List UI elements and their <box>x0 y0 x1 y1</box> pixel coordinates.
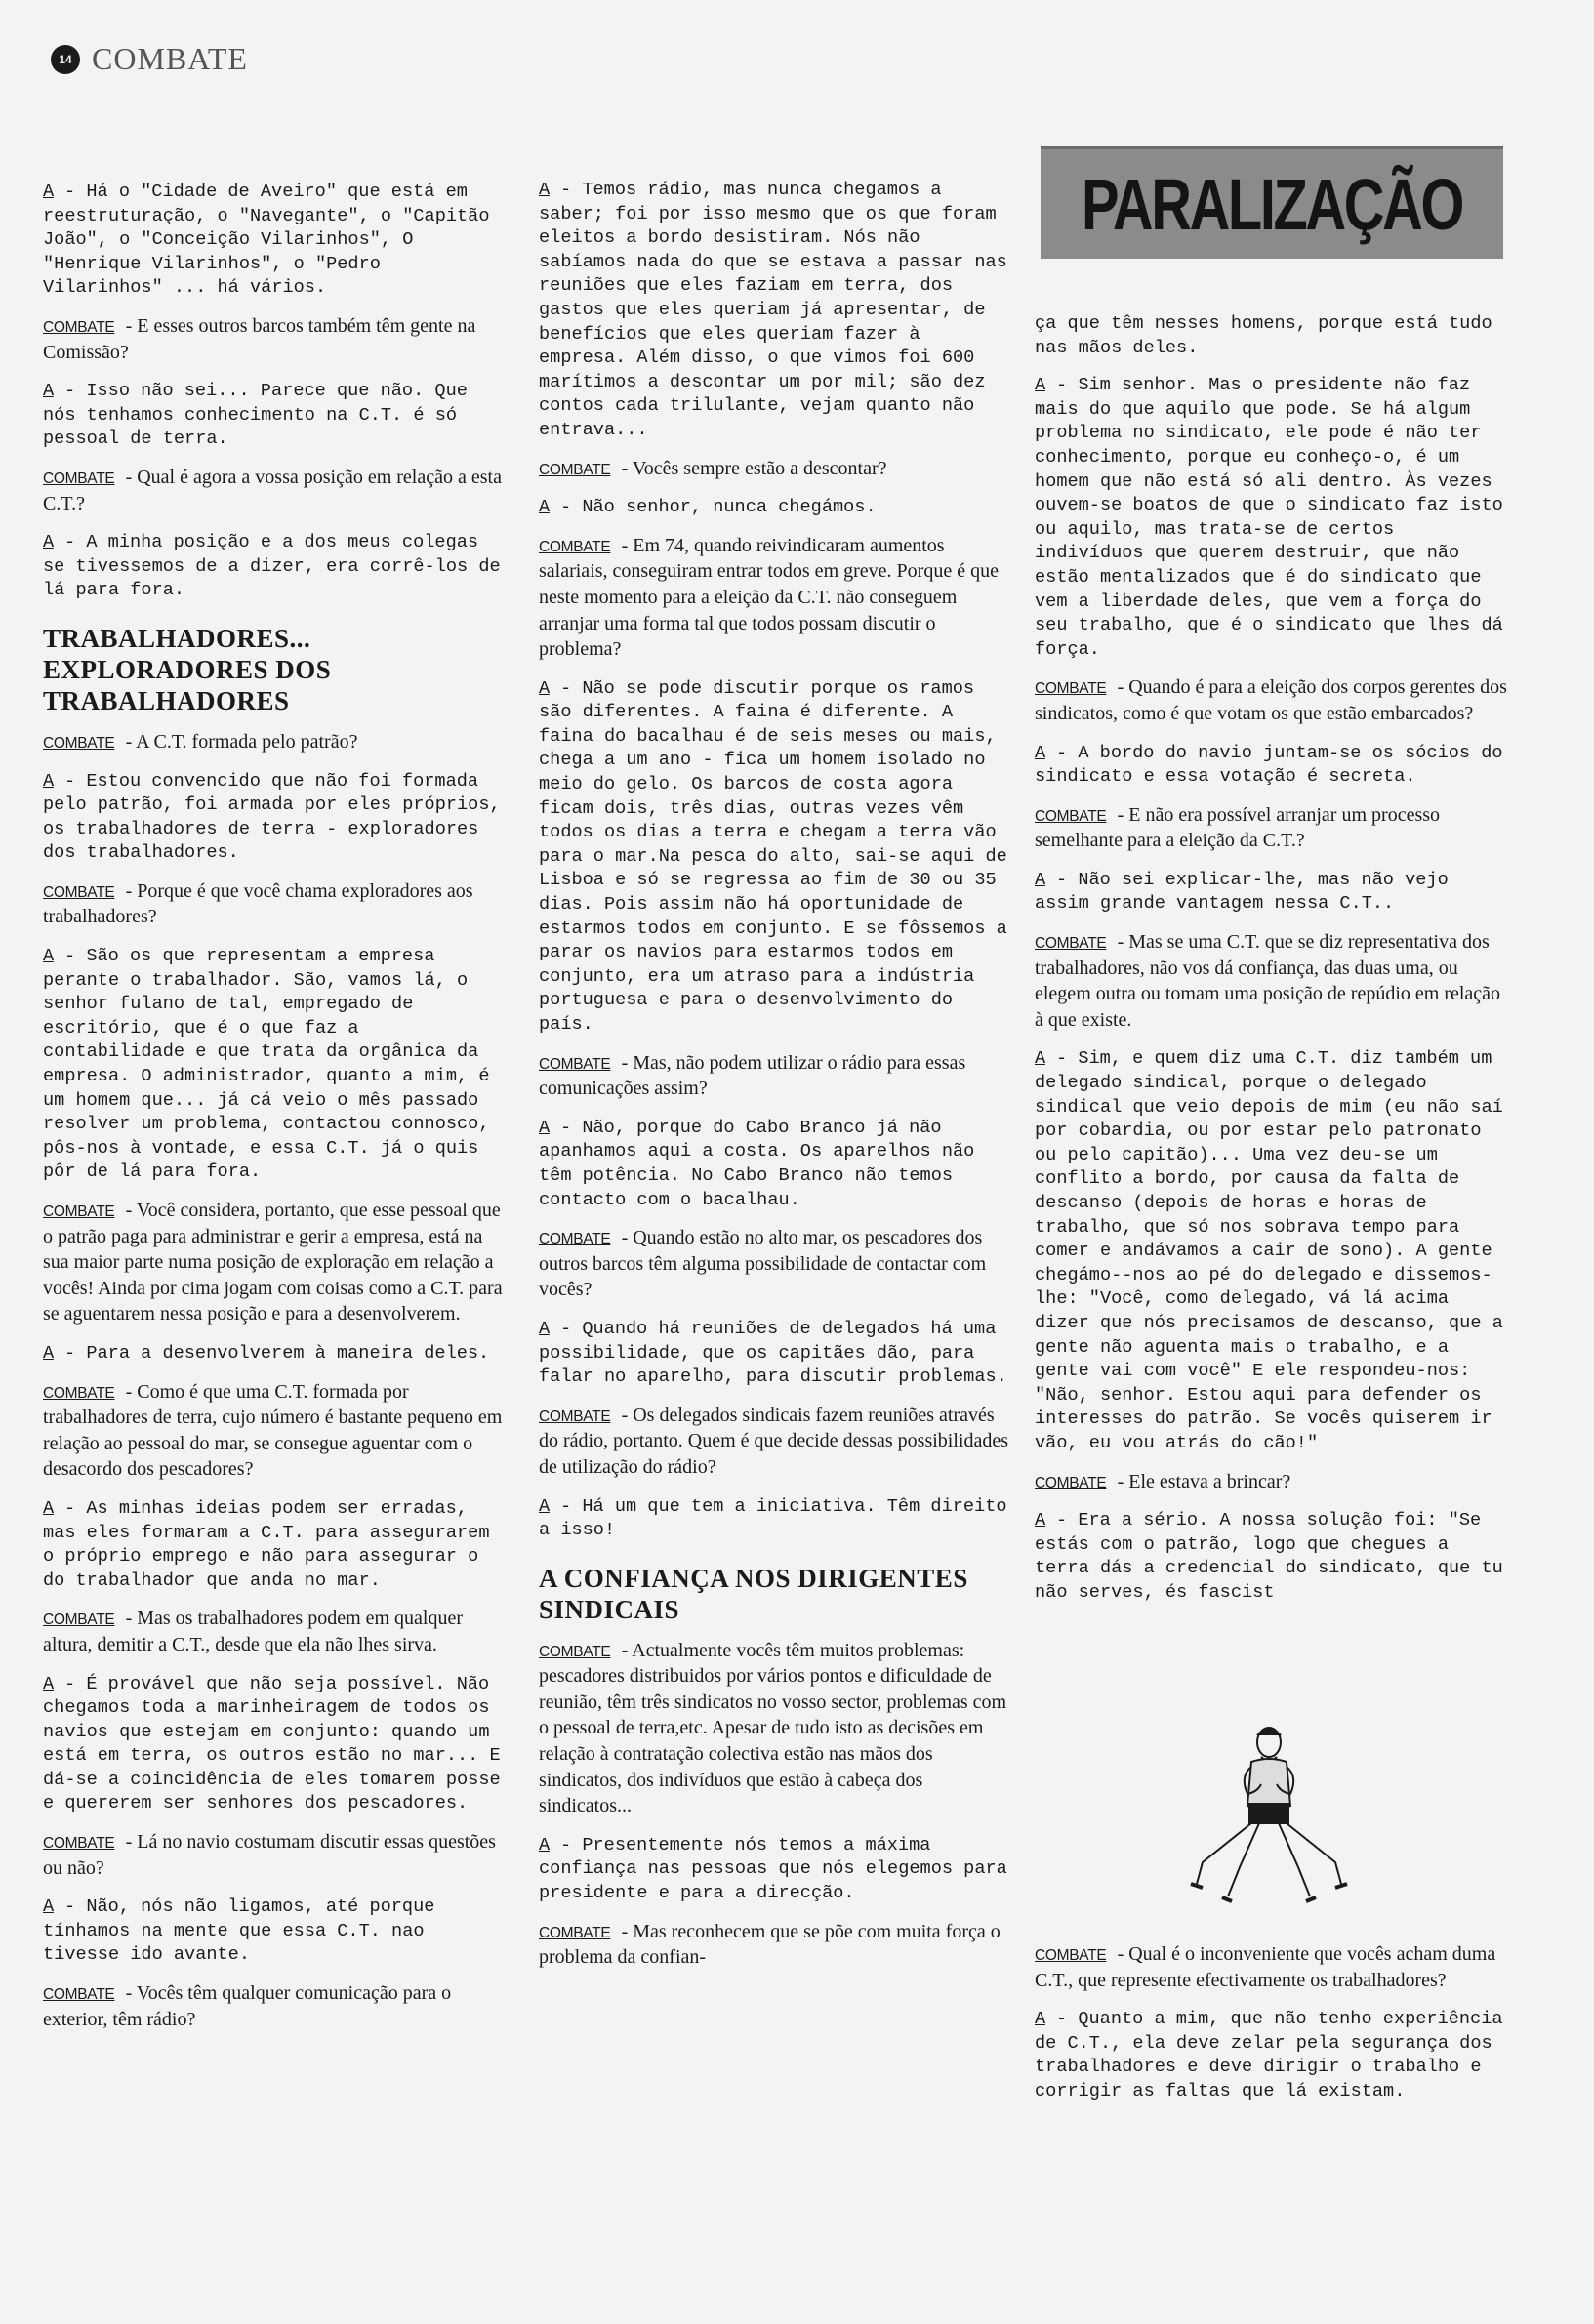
speaker-label: COMBATE <box>1035 935 1107 953</box>
speaker-label: A <box>539 677 550 699</box>
section-subheading: A CONFIANÇA NOS DIRIGENTES SINDICAIS <box>539 1563 968 1624</box>
text-column-3-bottom <box>1035 1942 1509 2118</box>
paragraph-text: - Lá no navio costumam discutir essas questões ou não? <box>43 1831 496 1879</box>
paragraph-text: - Qual é agora a vossa posição em relação a esta C.T.? <box>43 466 502 514</box>
paragraph-text: - Mas, não podem utilizar o rádio para essas comunicações assim? <box>539 1051 966 1100</box>
paragraph-text: - E não era possível arranjar um processo semelhante para a eleição da C.T.? <box>1035 803 1441 852</box>
speaker-label: A <box>43 182 54 202</box>
paragraph-text: - Presentemente nós temos a máxima confiança nas pessoas que nós elegemos para presidente e para a direcção. <box>539 1834 1007 1904</box>
paragraph-text: - Quando há reuniões de delegados há uma possibilidade, que os capitães dão, para falar no aparelho, para discutir problemas. <box>539 1318 1007 1388</box>
paragraph-text: - Porque é que você chama exploradores aos trabalhadores? <box>43 879 473 928</box>
interview-answer <box>539 496 1015 520</box>
interview-answer <box>539 179 1015 443</box>
paragraph-text: - Actualmente vocês têm muitos problemas: pescadores distribuidos por vários pontos e dificuldade de reunião, têm três sindicatos no vosso sector, problemas com o pessoal de terra,etc. Apesar de tudo isto as decisões em relação à contratação colectiva estão nas mãos dos sindicatos, dos indivíduos que estão à cabeça dos sindicatos... <box>539 1639 1007 1817</box>
paragraph-text: - Temos rádio, mas nunca chegamos a saber; foi por isso mesmo que os que foram eleitos a bordo desistiram. Nós não sabíamos nada do que se estava a passar nas reuniões que eles faziam em terra, dos gastos que eles queriam já apresentar, de benefícios que eles queriam fazer à empresa. Além disso, o que vimos foi 600 marítimos a descontar um por mil; são dez contos cada trilulante, vejam quanto não entrava... <box>539 180 1007 440</box>
paragraph-text: - A bordo do navio juntam-se os sócios do sindicato e essa votação é secreta. <box>1035 742 1503 788</box>
page-header <box>51 41 248 77</box>
paragraph-text: - Isso não sei... Parece que não. Que nós tenhamos conhecimento na C.T. é só pessoal de terra. <box>43 381 468 450</box>
interview-answer <box>1035 374 1509 662</box>
paragraph-text: - Vocês sempre estão a descontar? <box>621 457 887 479</box>
paragraph-text: - Os delegados sindicais fazem reuniões através do rádio, portanto. Quem é que decide dessas possibilidades de utilização do rádio? <box>539 1404 1008 1478</box>
interview-answer <box>1035 869 1509 917</box>
interview-answer <box>539 1495 1015 1543</box>
speaker-label: A <box>43 1896 54 1918</box>
interview-answer <box>43 181 510 301</box>
interview-question <box>539 1920 1015 1972</box>
speaker-label: COMBATE <box>1035 1947 1107 1964</box>
speaker-label: COMBATE <box>43 1835 115 1853</box>
interview-answer <box>43 1673 510 1817</box>
interview-answer <box>539 1117 1015 1212</box>
speaker-label: A <box>539 1495 550 1517</box>
speaker-label: A <box>539 1318 550 1339</box>
speaker-label: COMBATE <box>43 1203 115 1220</box>
paragraph-text: - Não, nós não ligamos, até porque tínhamos na mente que essa C.T. nao tivesse ido avante. <box>43 1896 435 1966</box>
running-title: COMBATE <box>92 41 248 76</box>
interview-answer <box>43 531 510 603</box>
speaker-label: COMBATE <box>539 1055 611 1073</box>
interview-answer <box>539 677 1015 1038</box>
paragraph-text: - E esses outros barcos também têm gente na Comissão? <box>43 314 476 363</box>
paragraph-text: - Para a desenvolverem à maneira deles. <box>64 1342 490 1364</box>
speaker-label: A <box>43 1342 54 1364</box>
paragraph-text: - Há um que tem a iniciativa. Têm direito a isso! <box>539 1495 1007 1541</box>
interview-question <box>43 730 510 756</box>
interview-answer <box>539 1318 1015 1390</box>
paragraph-text: - As minhas ideias podem ser erradas, mas eles formaram a C.T. para assegurarem o próprio emprego e não para assegurar o do trabalhador que anda no mar. <box>43 1497 490 1591</box>
interview-question <box>43 1607 510 1658</box>
interview-question <box>539 1051 1015 1103</box>
interview-question <box>43 466 510 517</box>
speaker-label: COMBATE <box>539 1231 611 1248</box>
paragraph-text: - Mas os trabalhadores podem em qualquer altura, demitir a C.T., desde que ela não lhes sirva. <box>43 1608 464 1655</box>
paragraph-text: - Mas se uma C.T. que se diz representativa dos trabalhadores, não vos dá confiança, das duas uma, ou elegem outra ou tomam uma posição de repúdio em relação à que existe. <box>1035 931 1501 1031</box>
speaker-label: COMBATE <box>43 883 115 901</box>
speaker-label: A <box>43 1673 54 1694</box>
paragraph-text: - Quanto a mim, que não tenho experiência de C.T., ela deve zelar pela segurança dos trabalhadores e deve dirigir o trabalho e corrigir as faltas que lá existam. <box>1035 2009 1503 2101</box>
paragraph-text: - Não se pode discutir porque os ramos são diferentes. A faina é diferente. A faina do bacalhau é de seis meses ou mais, chega a um ano - fica um homem isolado no meio do gelo. Os barcos de costa agora ficam dois, três dias, outras vezes vêm todos os dias a terra e chegam a terra vão para o mar.Na pesca do alto, sai-se aqui de Lisboa e só se regressa ao fim de 30 ou 35 dias. Pois assim não há oportunidade de estarmos todos em conjunto. E se fôssemos a parar os navios para estarmos todos em conjunto, era um atraso para a indústria portuguesa e para o desenvolvimento do país. <box>539 677 1007 1035</box>
paragraph-text: - Mas reconhecem que se põe com muita força o problema da confian- <box>539 1920 1001 1969</box>
interview-question <box>1035 1470 1509 1496</box>
interview-answer <box>1035 2008 1509 2103</box>
speaker-label: COMBATE <box>43 469 115 487</box>
interview-question <box>43 1380 510 1484</box>
interview-question <box>1035 675 1509 727</box>
interview-question <box>539 534 1015 664</box>
interview-question <box>539 1404 1015 1482</box>
interview-question <box>1035 930 1509 1034</box>
speaker-label: A <box>43 532 54 553</box>
interview-question <box>539 457 1015 483</box>
speaker-label: COMBATE <box>43 734 115 752</box>
paragraph-text: - Há o "Cidade de Aveiro" que está em reestruturação, o "Navegante", o "Capitão João", o "Conceição Vilarinhos", O "Henrique Vilarinhos", o "Pedro Vilarinhos" ... há vários. <box>43 182 490 299</box>
interview-question <box>43 1199 510 1328</box>
paragraph-text: - Não sei explicar-lhe, mas não vejo assim grande vantagem nessa C.T.. <box>1035 869 1449 915</box>
section-banner <box>1041 146 1503 259</box>
speaker-label: A <box>539 497 550 518</box>
speaker-label: A <box>43 381 54 402</box>
speaker-label: COMBATE <box>43 1611 115 1629</box>
paragraph-text: - Era a sério. A nossa solução foi: "Se estás com o patrão, logo que chegues a terra dás a credencial do sindicato, que tu não serves, és fascist <box>1035 1510 1503 1603</box>
banner-title: PARALIZAÇÃO <box>1081 163 1463 245</box>
text-column-2 <box>539 179 1015 1985</box>
interview-question <box>539 1639 1015 1820</box>
paragraph-text: - Em 74, quando reivindicaram aumentos salariais, conseguiram entrar todos em greve. Porque é que neste momento para a eleição da C.T. não conseguem arranjar uma forma tal que todos possam discutir o problema? <box>539 534 999 661</box>
paragraph-text: - Sim, e quem diz uma C.T. diz também um delegado sindical, porque o delegado sindical que veio depois de mim (eu não saí por cobardia, ou por estar pelo patronato ou pelo capitão)... Uma vez deu-se um conflito a bordo, por causa da falta de descanso (depois de horas e horas de trabalho, que só nos sobrava tempo para comer e andávamos a cair de sono). A gente chegámo--nos ao pé do delegado e dissemos-lhe: "Você, como delegado, vá lá acima dizer que nós precisamos de descanso, que a gente não aguenta mais o trabalho, e a gente vai com você" E ele respondeu-nos: "Não, senhor. Estou aqui para defender os interesses do patrão. Se vocês quiserem ir vão, eu vou atrás do cão!" <box>1035 1048 1503 1453</box>
speaker-label: A <box>1035 742 1045 763</box>
interview-answer <box>43 770 510 866</box>
speaker-label: COMBATE <box>539 1924 611 1941</box>
interview-answer <box>1035 1047 1509 1455</box>
paragraph-text: - Como é que uma C.T. formada por trabalhadores de terra, cujo número é bastante pequeno em relação ao pessoal do mar, se consegue aguentar com o desacordo dos pescadores? <box>43 1380 503 1481</box>
speaker-label: COMBATE <box>1035 680 1107 698</box>
interview-question <box>43 1981 510 2033</box>
speaker-label: COMBATE <box>43 1384 115 1402</box>
paragraph-text: - Estou convencido que não foi formada pelo patrão, foi armada por eles próprios, os trabalhadores de terra - exploradores dos trabalhadores. <box>43 770 501 864</box>
speaker-label: A <box>539 1117 550 1138</box>
interview-answer <box>1035 312 1509 360</box>
interview-question <box>43 879 510 931</box>
interview-question <box>539 1226 1015 1304</box>
paragraph-text: - A minha posição e a dos meus colegas se tivessemos de a dizer, era corrê-los de lá para fora. <box>43 532 501 601</box>
section-subheading: TRABALHADORES... EXPLORADORES DOS TRABALHADORES <box>43 623 332 715</box>
speaker-label: COMBATE <box>539 1643 611 1660</box>
interview-answer <box>43 380 510 452</box>
speaker-label: COMBATE <box>539 538 611 555</box>
speaker-label: A <box>1035 1510 1045 1531</box>
paragraph-text: - Quando estão no alto mar, os pescadores dos outros barcos têm alguma possibilidade de contactar com vocês? <box>539 1227 987 1301</box>
paragraph-text: - A C.T. formada pelo patrão? <box>125 730 358 753</box>
page-number: 14 <box>51 45 80 74</box>
interview-question <box>1035 1942 1509 1994</box>
interview-answer <box>43 1342 510 1366</box>
paragraph-text: - Não, porque do Cabo Branco já não apanhamos aqui a costa. Os aparelhos não têm potência. No Cabo Branco não temos contacto com o bacalhau. <box>539 1117 975 1210</box>
paragraph-text: - Você considera, portanto, que esse pessoal que o patrão paga para administrar e gerir a empresa, está na sua maior parte numa posição de exploração em relação a vocês! Ainda por cima jogam com coisas como a C.T. para se aguentarem nessa posição e para a desenvolverem. <box>43 1200 503 1325</box>
speaker-label: COMBATE <box>43 318 115 336</box>
speaker-label: A <box>1035 869 1045 890</box>
fisherman-illustration <box>1181 1718 1357 1913</box>
speaker-label: A <box>43 770 54 792</box>
speaker-label: COMBATE <box>539 1407 611 1425</box>
speaker-label: A <box>539 180 550 200</box>
paragraph-text: ça que têm nesses homens, porque está tudo nas mãos deles. <box>1035 313 1492 358</box>
paragraph-text: - Sim senhor. Mas o presidente não faz mais do que aquilo que pode. Se há algum problema no sindicato, ele pode é não ter conhecimento, porque eu conheço-o, é um homem que não está só ali dentro. Às vezes ouvem-se boatos de que o sindicato faz isto ou aquilo, mas trata-se de certos indivíduos que querem destruir, que não estão mentalizados que é do sindicato que vem a liberdade deles, que vem a força do seu trabalho, que é o sindicato que lhes dá força. <box>1035 375 1503 660</box>
speaker-label: COMBATE <box>1035 1474 1107 1491</box>
speaker-label: A <box>1035 1048 1045 1070</box>
interview-answer <box>43 945 510 1185</box>
interview-answer <box>43 1896 510 1968</box>
interview-question <box>43 314 510 366</box>
speaker-label: COMBATE <box>1035 807 1107 825</box>
paragraph-text: - Vocês têm qualquer comunicação para o exterior, têm rádio? <box>43 1982 452 2030</box>
speaker-label: A <box>1035 375 1045 396</box>
paragraph-text: - Ele estava a brincar? <box>1117 1470 1291 1492</box>
speaker-label: A <box>539 1834 550 1855</box>
speaker-label: A <box>1035 2009 1045 2030</box>
speaker-label: COMBATE <box>539 461 611 478</box>
interview-answer <box>1035 742 1509 790</box>
interview-answer <box>43 1497 510 1593</box>
speaker-label: A <box>43 946 54 967</box>
interview-question <box>43 1830 510 1882</box>
paragraph-text: - Quando é para a eleição dos corpos gerentes dos sindicatos, como é que votam os que estão embarcados? <box>1035 676 1507 724</box>
text-column-1 <box>43 181 510 2047</box>
speaker-label: COMBATE <box>43 1986 115 2004</box>
paragraph-text: - É provável que não seja possível. Não chegamos toda a marinheiragem de todos os navios que estejam em conjunto: quando um está em terra, os outros estão no mar... E dá-se a coincidência de eles tomarem posse e quererem ser senhores dos pescadores. <box>43 1673 501 1814</box>
speaker-label: A <box>43 1497 54 1519</box>
paragraph-text: - Não senhor, nunca chegámos. <box>560 497 877 518</box>
interview-answer <box>1035 1509 1509 1605</box>
interview-question <box>1035 803 1509 855</box>
text-column-3 <box>1035 312 1509 1619</box>
paragraph-text: - Qual é o inconveniente que vocês acham duma C.T., que represente efectivamente os trabalhadores? <box>1035 1943 1496 1991</box>
paragraph-text: - São os que representam a empresa perante o trabalhador. São, vamos lá, o senhor fulano de tal, empregado de escritório, que é o que faz a contabilidade e que trata da orgânica da empresa. O administrador, quanto a mim, é um homem que... já cá veio o mês passado resolver um problema, contactou connosco, pôs-nos à vontade, e essa C.T. já o quis pôr de lá para fora. <box>43 946 490 1183</box>
interview-answer <box>539 1834 1015 1906</box>
